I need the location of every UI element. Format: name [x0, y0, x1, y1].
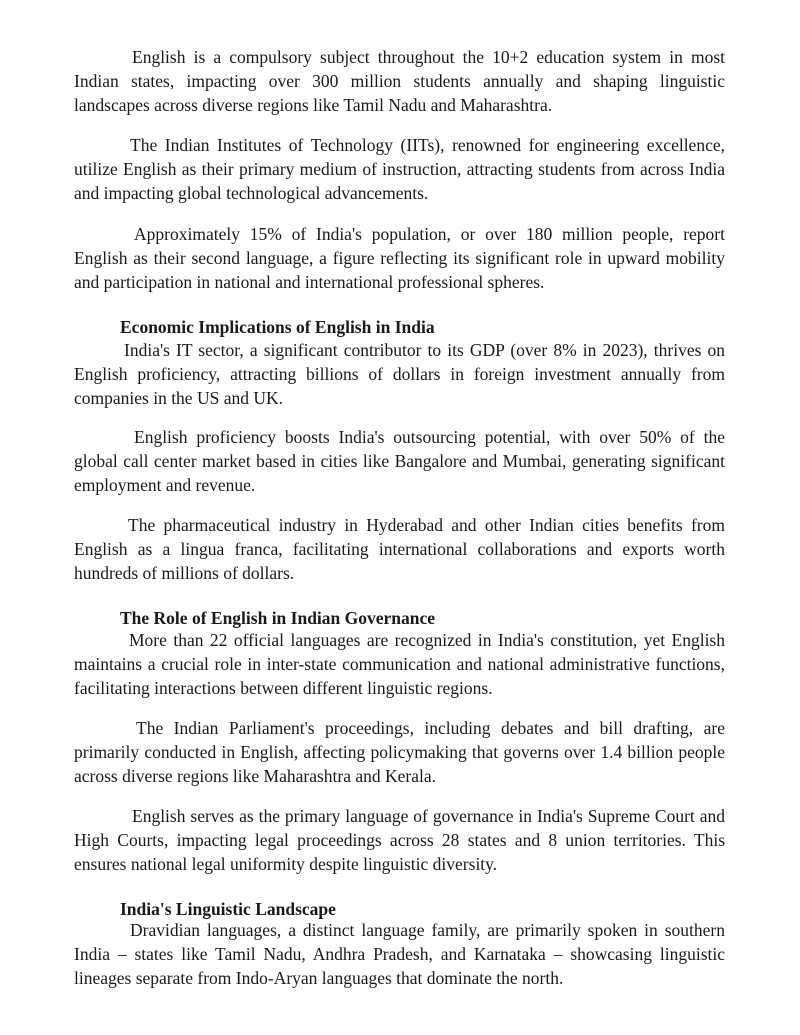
section-heading-economic: Economic Implications of English in India [120, 317, 435, 337]
intro-paragraph-2: The Indian Institutes of Technology (IITs), renowned for engineering excellence, utilize English as their primary medium of instruction, attracting students from across India and impacting global technological advancements. [74, 135, 725, 203]
linguistic-paragraph-1: Dravidian languages, a distinct language family, are primarily spoken in southern India – states like Tamil Nadu, Andhra Pradesh, and Karnataka – showcasing linguistic lineages separate from Indo-Aryan languages that dominate the north. [74, 920, 725, 988]
governance-paragraph-3: English serves as the primary language of governance in India's Supreme Court and High Courts, impacting legal proceedings across 28 states and 8 union territories. This ensures national legal uniformity despite linguistic diversity. [74, 806, 725, 874]
governance-paragraph-2: The Indian Parliament's proceedings, including debates and bill drafting, are primarily conducted in English, affecting policymaking that governs over 1.4 billion people across diverse regions like Maharashtra and Kerala. [74, 718, 725, 786]
intro-paragraph-3: Approximately 15% of India's population, or over 180 million people, report English as their second language, a figure reflecting its significant role in upward mobility and participation in national and international professional spheres. [74, 224, 725, 292]
intro-paragraph-1: English is a compulsory subject throughout the 10+2 education system in most Indian states, impacting over 300 million students annually and shaping linguistic landscapes across diverse regions like Tamil Nadu and Maharashtra. [74, 47, 725, 115]
economic-paragraph-2: English proficiency boosts India's outsourcing potential, with over 50% of the global call center market based in cities like Bangalore and Mumbai, generating significant employment and revenue. [74, 427, 725, 495]
economic-paragraph-1: India's IT sector, a significant contributor to its GDP (over 8% in 2023), thrives on English proficiency, attracting billions of dollars in foreign investment annually from companies in the US and UK. [74, 340, 725, 408]
governance-paragraph-1: More than 22 official languages are recognized in India's constitution, yet English maintains a crucial role in inter-state communication and national administrative functions, facilitating interactions between different linguistic regions. [74, 630, 725, 698]
section-heading-linguistic: India's Linguistic Landscape [120, 899, 336, 919]
section-heading-governance: The Role of English in Indian Governance [120, 608, 436, 628]
economic-paragraph-3: The pharmaceutical industry in Hyderabad and other Indian cities benefits from English as a lingua franca, facilitating international collaborations and exports worth hundreds of millions of dollars. [74, 515, 725, 583]
